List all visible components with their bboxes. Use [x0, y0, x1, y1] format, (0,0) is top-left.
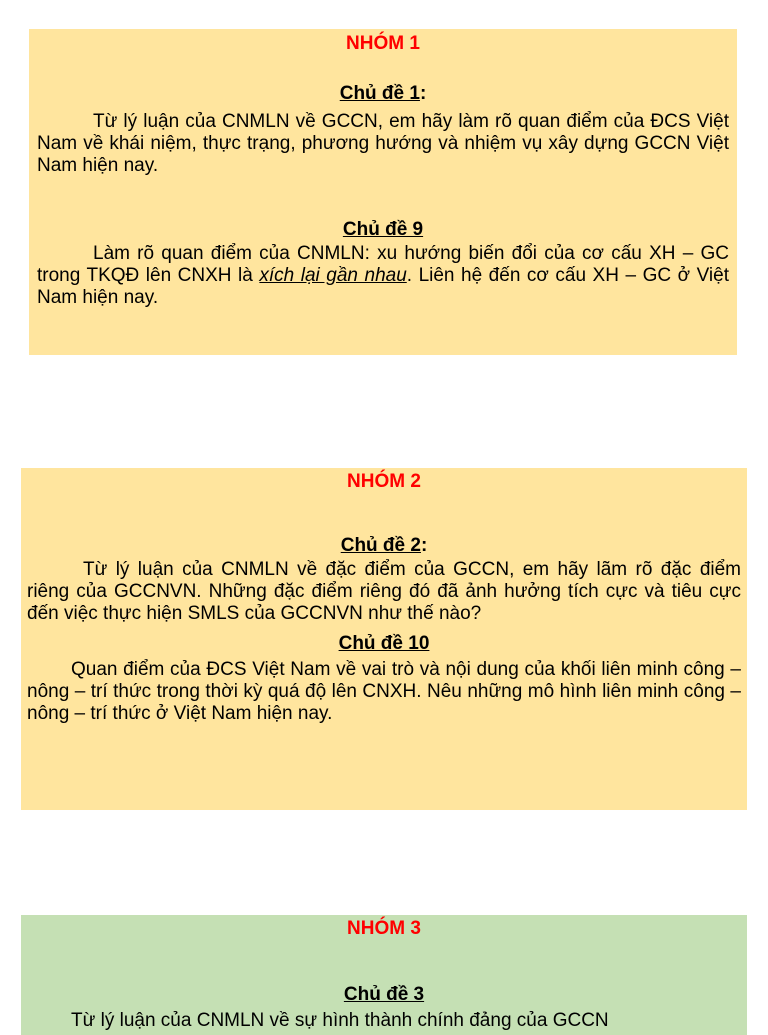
group-title: NHÓM 3	[347, 918, 421, 939]
group-2-card	[21, 468, 747, 810]
topic-heading	[37, 217, 729, 243]
topic-suffix: :	[419, 83, 427, 104]
topic-text-before: Làm rõ quan điểm của CNMLN: xu hướng biến đổi của cơ cấu XH – GC trong TKQĐ lên CNXH là	[37, 243, 729, 286]
topic-label: Chủ đề 10	[338, 633, 430, 654]
group-3-card	[21, 915, 747, 1035]
topic-heading	[27, 533, 741, 559]
topic-text-emphasis: xích lại gần nhau	[259, 265, 407, 286]
topic-label: Chủ đề 3	[343, 984, 425, 1005]
topic-text: Từ lý luận của CNMLN về GCCN, em hãy làm rõ quan điểm của ĐCS Việt Nam về khái niệm, thực trạng, phương hướng và nhiệm vụ xây dựng GCCN Việt Nam hiện nay.	[37, 111, 729, 176]
topic-label: Chủ đề 1	[339, 83, 420, 104]
topic-text: Quan điểm của ĐCS Việt Nam về vai trò và nội dung của khối liên minh công – nông – trí thức trong thời kỳ quá độ lên CNXH. Nêu những mô hình liên minh công – nông – trí thức ở Việt Nam hiện nay.	[27, 659, 741, 724]
topic-label: Chủ đề 2	[340, 535, 421, 556]
topic-text: Từ lý luận của CNMLN về đặc điểm của GCCN, em hãy lãm rõ đặc điểm riêng của GCCNVN. Những đặc điểm riêng đó đã ảnh hưởng tích cực và tiêu cực đến việc thực hiện SMLS của GCCNVN như thế nào?	[27, 559, 741, 624]
topic-text: Từ lý luận của CNMLN về sự hình thành chính đảng của GCCN	[71, 1010, 609, 1031]
topic-heading	[37, 81, 729, 107]
group-title: NHÓM 1	[346, 33, 420, 54]
topic-suffix: :	[420, 535, 428, 556]
topic-heading	[27, 631, 741, 657]
topic-heading	[27, 982, 741, 1008]
topic-text-after: . Liên hệ đến cơ cấu XH – GC ở Việt Nam hiện nay.	[37, 265, 729, 308]
group-1-card	[29, 29, 737, 355]
topic-label: Chủ đề 9	[342, 219, 424, 240]
topic-text	[37, 243, 729, 309]
group-title: NHÓM 2	[347, 471, 421, 492]
